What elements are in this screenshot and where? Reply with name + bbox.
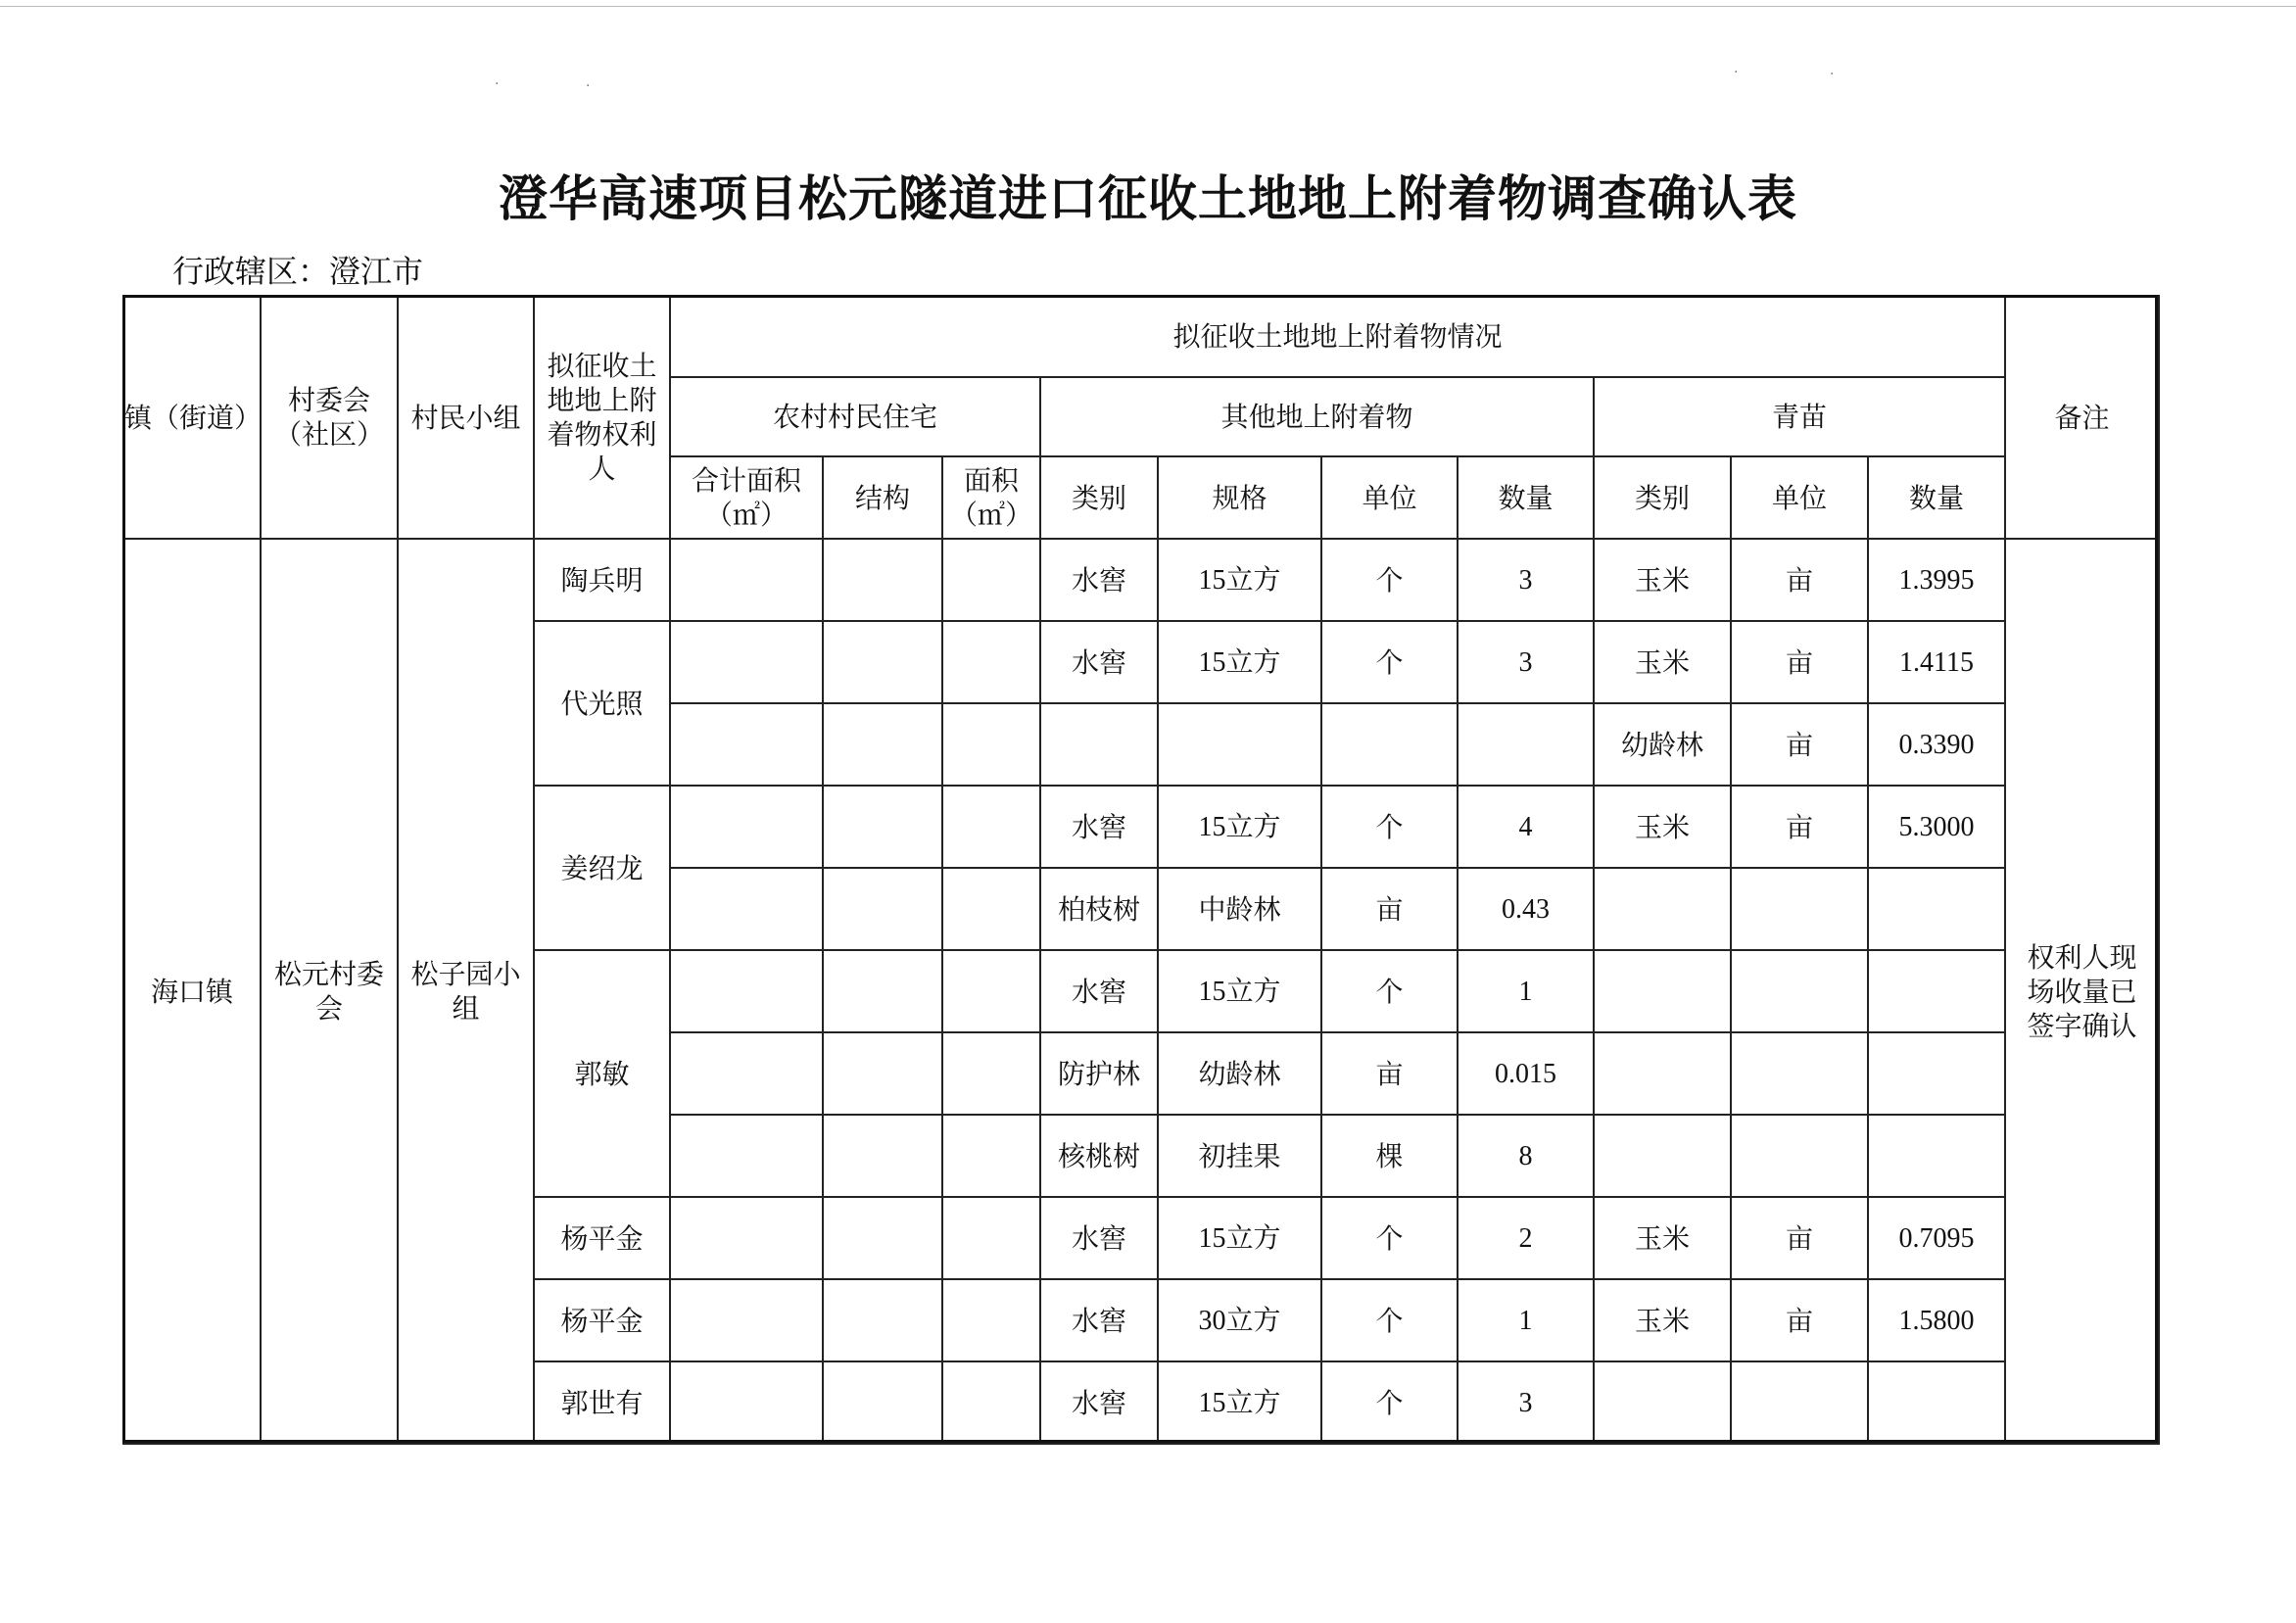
header-unit: 单位 (1321, 456, 1458, 539)
housing-total-area-cell (670, 1115, 823, 1197)
crop-unit-cell: 亩 (1731, 786, 1868, 868)
spec-cell: 中龄林 (1158, 868, 1321, 950)
scan-top-edge (0, 6, 2296, 7)
spec-cell: 初挂果 (1158, 1115, 1321, 1197)
quantity-cell: 0.015 (1458, 1032, 1594, 1115)
owner-cell: 杨平金 (534, 1197, 670, 1279)
housing-total-area-cell (670, 539, 823, 621)
housing-total-area-cell (670, 703, 823, 786)
quantity-cell: 4 (1458, 786, 1594, 868)
town-cell: 海口镇 (123, 539, 261, 1444)
quantity-cell: 3 (1458, 621, 1594, 703)
spec-cell: 15立方 (1158, 1361, 1321, 1444)
header-crop-category: 类别 (1594, 456, 1731, 539)
housing-total-area-cell (670, 1197, 823, 1279)
crop-quantity-cell: 0.7095 (1868, 1197, 2005, 1279)
housing-structure-cell (823, 621, 942, 703)
header-quantity: 数量 (1458, 456, 1594, 539)
housing-area-cell (942, 539, 1040, 621)
spec-cell: 30立方 (1158, 1279, 1321, 1361)
crop-category-cell: 玉米 (1594, 786, 1731, 868)
region-label: 行政辖区：澄江市 (172, 253, 424, 290)
crop-quantity-cell (1868, 1032, 2005, 1115)
housing-structure-cell (823, 868, 942, 950)
unit-cell: 棵 (1321, 1115, 1458, 1197)
crop-unit-cell: 亩 (1731, 1197, 1868, 1279)
scan-speck: · (1734, 65, 1739, 80)
category-cell: 防护林 (1040, 1032, 1158, 1115)
crop-unit-cell (1731, 1361, 1868, 1444)
category-cell: 水窖 (1040, 621, 1158, 703)
crop-quantity-cell: 5.3000 (1868, 786, 2005, 868)
spec-cell: 15立方 (1158, 1197, 1321, 1279)
scan-speck: · (1830, 67, 1835, 82)
crop-unit-cell (1731, 868, 1868, 950)
crop-quantity-cell: 1.5800 (1868, 1279, 2005, 1361)
spec-cell: 幼龄林 (1158, 1032, 1321, 1115)
survey-table (122, 295, 2160, 1445)
unit-cell (1321, 703, 1458, 786)
housing-total-area-cell (670, 868, 823, 950)
housing-structure-cell (823, 539, 942, 621)
crop-quantity-cell (1868, 1361, 2005, 1444)
crop-category-cell (1594, 950, 1731, 1032)
housing-area-cell (942, 1361, 1040, 1444)
housing-area-cell (942, 786, 1040, 868)
category-cell: 水窖 (1040, 539, 1158, 621)
document-title: 澄华高速项目松元隧道进口征收土地地上附着物调查确认表 (499, 169, 1797, 227)
housing-structure-cell (823, 1115, 942, 1197)
owner-cell: 陶兵明 (534, 539, 670, 621)
housing-area-cell (942, 703, 1040, 786)
housing-area-cell (942, 868, 1040, 950)
crop-category-cell: 玉米 (1594, 1197, 1731, 1279)
scan-speck: · (586, 78, 591, 94)
scan-speck: · (495, 76, 500, 92)
table-row (123, 539, 2159, 621)
crop-quantity-cell: 1.3995 (1868, 539, 2005, 621)
crop-quantity-cell (1868, 1115, 2005, 1197)
owner-cell: 代光照 (534, 621, 670, 786)
crop-quantity-cell (1868, 950, 2005, 1032)
housing-structure-cell (823, 950, 942, 1032)
owner-cell: 郭敏 (534, 950, 670, 1197)
housing-structure-cell (823, 786, 942, 868)
owner-cell: 杨平金 (534, 1279, 670, 1361)
spec-cell: 15立方 (1158, 539, 1321, 621)
village-cell: 松元村委会 (261, 539, 398, 1444)
housing-total-area-cell (670, 1032, 823, 1115)
category-cell: 水窖 (1040, 1197, 1158, 1279)
quantity-cell: 1 (1458, 1279, 1594, 1361)
crop-unit-cell: 亩 (1731, 539, 1868, 621)
crop-category-cell (1594, 868, 1731, 950)
crop-unit-cell (1731, 1032, 1868, 1115)
crop-unit-cell: 亩 (1731, 703, 1868, 786)
housing-area-cell (942, 1197, 1040, 1279)
housing-area-cell (942, 950, 1040, 1032)
housing-structure-cell (823, 1361, 942, 1444)
header-owner: 拟征收土地地上附着物权利人 (534, 296, 670, 539)
unit-cell: 亩 (1321, 1032, 1458, 1115)
housing-area-cell (942, 1279, 1040, 1361)
unit-cell: 亩 (1321, 868, 1458, 950)
category-cell: 柏枝树 (1040, 868, 1158, 950)
crop-category-cell (1594, 1361, 1731, 1444)
unit-cell: 个 (1321, 1361, 1458, 1444)
crop-category-cell (1594, 1032, 1731, 1115)
category-cell: 水窖 (1040, 1361, 1158, 1444)
crop-category-cell: 幼龄林 (1594, 703, 1731, 786)
header-crop-quantity: 数量 (1868, 456, 2005, 539)
header-group: 村民小组 (398, 296, 534, 539)
unit-cell: 个 (1321, 786, 1458, 868)
crop-quantity-cell: 1.4115 (1868, 621, 2005, 703)
crop-category-cell (1594, 1115, 1731, 1197)
category-cell: 水窖 (1040, 786, 1158, 868)
header-village: 村委会（社区） (261, 296, 398, 539)
owner-cell: 郭世有 (534, 1361, 670, 1444)
unit-cell: 个 (1321, 539, 1458, 621)
quantity-cell: 0.43 (1458, 868, 1594, 950)
crop-category-cell: 玉米 (1594, 1279, 1731, 1361)
housing-total-area-cell (670, 621, 823, 703)
header-structure: 结构 (823, 456, 942, 539)
category-cell: 水窖 (1040, 950, 1158, 1032)
quantity-cell: 3 (1458, 1361, 1594, 1444)
header-crop-unit: 单位 (1731, 456, 1868, 539)
unit-cell: 个 (1321, 1197, 1458, 1279)
quantity-cell: 8 (1458, 1115, 1594, 1197)
housing-area-cell (942, 1115, 1040, 1197)
housing-total-area-cell (670, 786, 823, 868)
crop-category-cell: 玉米 (1594, 621, 1731, 703)
header-situation: 拟征收土地地上附着物情况 (670, 296, 2005, 377)
header-town: 镇（街道） (123, 296, 261, 539)
quantity-cell: 3 (1458, 539, 1594, 621)
housing-structure-cell (823, 1197, 942, 1279)
quantity-cell (1458, 703, 1594, 786)
header-housing: 农村村民住宅 (670, 377, 1040, 456)
header-remarks: 备注 (2005, 296, 2159, 539)
crop-quantity-cell (1868, 868, 2005, 950)
unit-cell: 个 (1321, 621, 1458, 703)
housing-structure-cell (823, 1032, 942, 1115)
header-area: 面积（㎡） (942, 456, 1040, 539)
housing-area-cell (942, 1032, 1040, 1115)
crop-quantity-cell: 0.3390 (1868, 703, 2005, 786)
header-category: 类别 (1040, 456, 1158, 539)
category-cell (1040, 703, 1158, 786)
owner-cell: 姜绍龙 (534, 786, 670, 950)
housing-total-area-cell (670, 950, 823, 1032)
crop-unit-cell: 亩 (1731, 1279, 1868, 1361)
crop-unit-cell (1731, 1115, 1868, 1197)
crop-unit-cell: 亩 (1731, 621, 1868, 703)
spec-cell: 15立方 (1158, 786, 1321, 868)
housing-area-cell (942, 621, 1040, 703)
quantity-cell: 1 (1458, 950, 1594, 1032)
group-cell: 松子园小组 (398, 539, 534, 1444)
quantity-cell: 2 (1458, 1197, 1594, 1279)
unit-cell: 个 (1321, 1279, 1458, 1361)
housing-structure-cell (823, 703, 942, 786)
remark-cell: 权利人现场收量已签字确认 (2005, 539, 2159, 1444)
header-crops: 青苗 (1594, 377, 2005, 456)
header-total-area: 合计面积（㎡） (670, 456, 823, 539)
crop-category-cell: 玉米 (1594, 539, 1731, 621)
spec-cell: 15立方 (1158, 621, 1321, 703)
header-other: 其他地上附着物 (1040, 377, 1594, 456)
housing-total-area-cell (670, 1279, 823, 1361)
housing-total-area-cell (670, 1361, 823, 1444)
spec-cell (1158, 703, 1321, 786)
unit-cell: 个 (1321, 950, 1458, 1032)
spec-cell: 15立方 (1158, 950, 1321, 1032)
category-cell: 水窖 (1040, 1279, 1158, 1361)
header-spec: 规格 (1158, 456, 1321, 539)
crop-unit-cell (1731, 950, 1868, 1032)
housing-structure-cell (823, 1279, 942, 1361)
category-cell: 核桃树 (1040, 1115, 1158, 1197)
